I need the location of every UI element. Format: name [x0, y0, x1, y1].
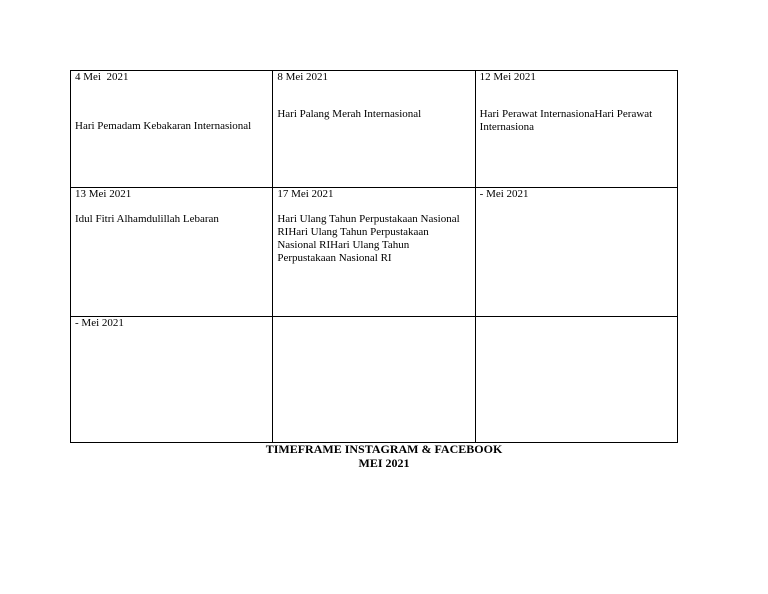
calendar-cell	[475, 316, 677, 442]
cell-event: Hari Perawat InternasionaHari Perawat Internasiona	[479, 108, 653, 133]
calendar-table	[70, 70, 678, 443]
cell-date: - Mei 2021	[75, 316, 124, 329]
calendar-cell	[273, 71, 475, 188]
caption-title: TIMEFRAME INSTAGRAM & FACEBOOK	[265, 442, 503, 456]
table-row	[71, 188, 678, 316]
calendar-cell	[273, 188, 475, 316]
calendar-cell	[71, 188, 273, 316]
cell-date: 13 Mei 2021	[75, 188, 132, 201]
cell-event: Hari Palang Merah Internasional	[277, 108, 422, 120]
cell-event: Hari Ulang Tahun Perpustakaan Nasional RIHari Ulang Tahun Perpustakaan Nasional RIHari Ulang Tahun Perpustakaan Nasional RI	[277, 213, 460, 265]
calendar-cell	[71, 71, 273, 188]
cell-date: - Mei 2021	[479, 188, 529, 201]
cell-date: 4 Mei 2021	[75, 71, 129, 83]
table-row	[71, 316, 678, 442]
caption-month: MEI 2021	[358, 456, 410, 470]
cell-event: Hari Pemadam Kebakaran Internasional	[75, 120, 252, 132]
cell-date: 8 Mei 2021	[277, 71, 329, 83]
calendar-cell	[475, 188, 677, 316]
cell-date: 12 Mei 2021	[479, 71, 536, 83]
calendar-cell	[475, 71, 677, 188]
cell-event: Idul Fitri Alhamdulillah Lebaran	[75, 213, 219, 226]
table-row	[71, 71, 678, 188]
calendar-cell	[273, 316, 475, 442]
calendar-cell	[71, 316, 273, 442]
cell-date: 17 Mei 2021	[277, 188, 334, 201]
